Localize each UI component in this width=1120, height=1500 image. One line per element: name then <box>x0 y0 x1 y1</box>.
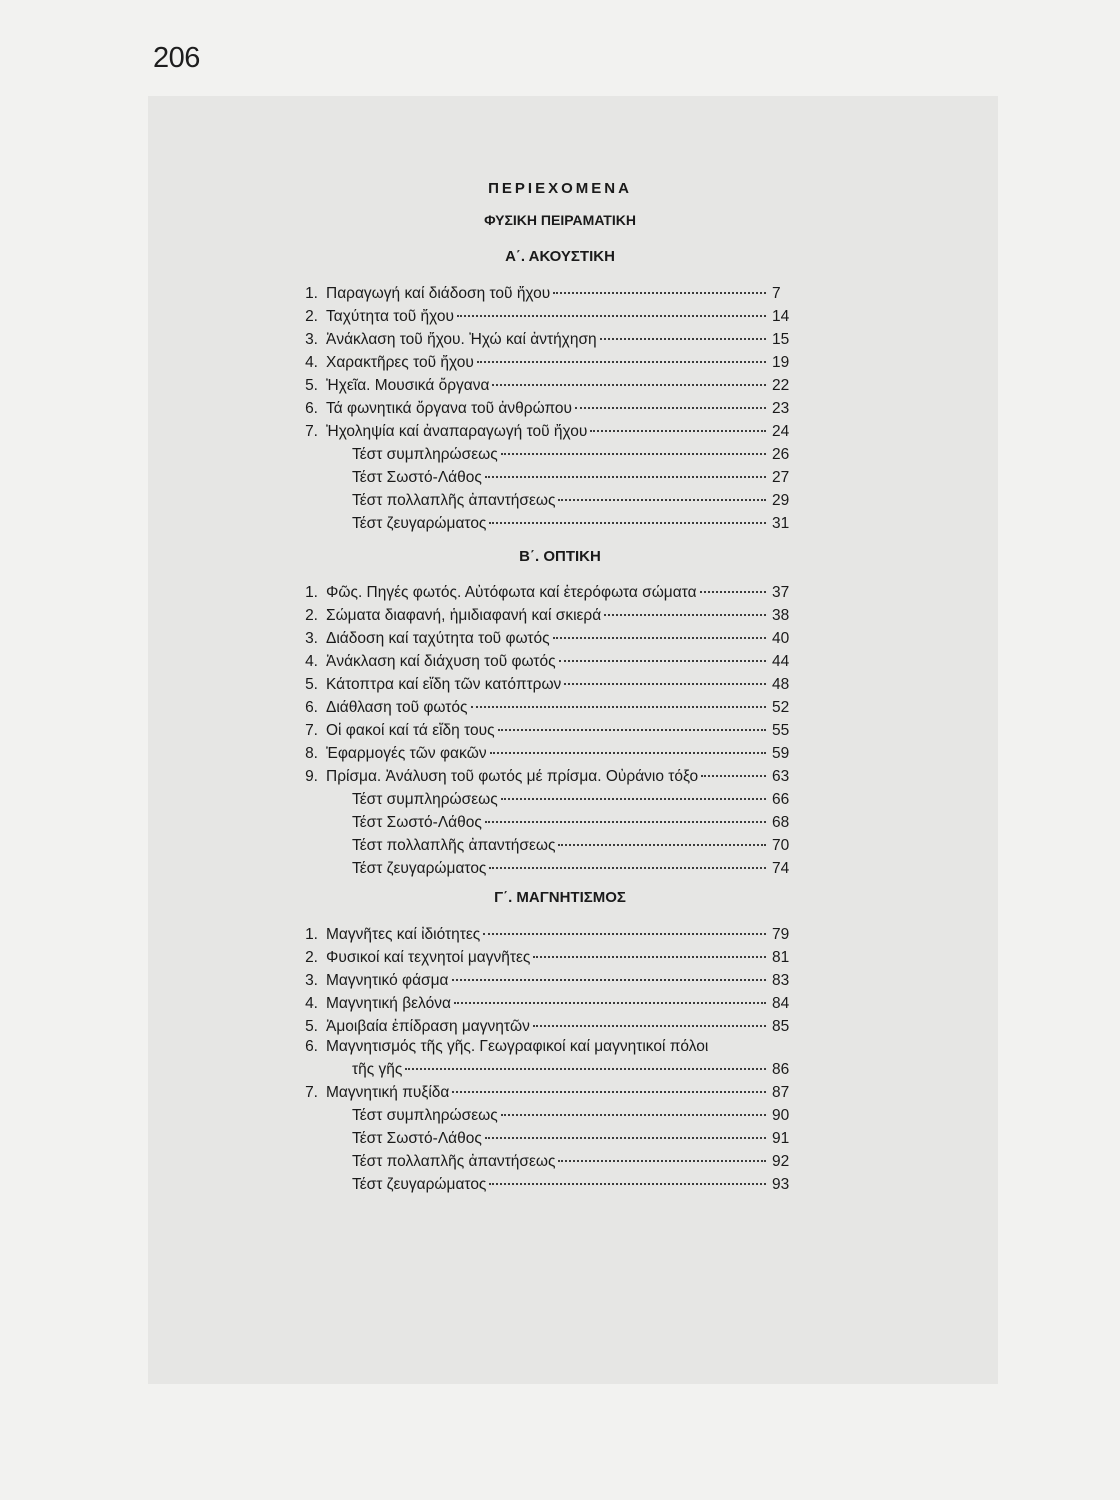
entry-number: 2. <box>305 949 318 966</box>
dot-leader <box>501 453 766 455</box>
dot-leader <box>485 476 766 478</box>
entry-page: 84 <box>772 995 790 1012</box>
entry-page: 23 <box>772 400 790 417</box>
entry-title: Μαγνητισμός τῆς γῆς. Γεωγραφικοί καί μαγνητικοί πόλοι <box>326 1038 709 1055</box>
entry-title: Παραγωγή καί διάδοση τοῦ ἤχου <box>326 285 551 302</box>
toc-entry <box>292 467 812 489</box>
toc-entry <box>292 993 812 1015</box>
entry-page: 85 <box>772 1018 790 1035</box>
dot-leader <box>457 315 766 317</box>
dot-leader <box>498 729 766 731</box>
entry-page: 29 <box>772 492 790 509</box>
entry-number: 3. <box>305 331 318 348</box>
entry-page: 37 <box>772 584 790 601</box>
toc-entry <box>292 835 812 857</box>
entry-page: 86 <box>772 1061 790 1078</box>
entry-page: 44 <box>772 653 790 670</box>
entry-page: 93 <box>772 1176 790 1193</box>
entry-page: 31 <box>772 515 790 532</box>
entry-number: 4. <box>305 995 318 1012</box>
entry-title: Τέστ Σωστό-Λάθος <box>352 469 482 486</box>
entry-number: 2. <box>305 607 318 624</box>
entry-number: 6. <box>305 1038 318 1055</box>
entry-page: 40 <box>772 630 790 647</box>
entry-title: Τέστ πολλαπλῆς ἀπαντήσεως <box>352 837 556 854</box>
entry-title: Φυσικοί καί τεχνητοί μαγνῆτες <box>326 949 531 966</box>
toc-entry <box>292 720 812 742</box>
entry-page: 24 <box>772 423 790 440</box>
entry-page: 55 <box>772 722 790 739</box>
entry-number: 7. <box>305 423 318 440</box>
toc-entry <box>292 697 812 719</box>
dot-leader <box>558 1160 766 1162</box>
toc-entry <box>292 421 812 443</box>
dot-leader <box>489 867 766 869</box>
entry-page: 63 <box>772 768 790 785</box>
entry-number: 5. <box>305 1018 318 1035</box>
entry-page: 74 <box>772 860 790 877</box>
entry-page: 70 <box>772 837 790 854</box>
entry-page: 92 <box>772 1153 790 1170</box>
entry-title: Τέστ Σωστό-Λάθος <box>352 814 482 831</box>
dot-leader <box>452 979 766 981</box>
section-title-acoustics: Α΄. ΑΚΟΥΣΤΙΚΗ <box>505 248 615 265</box>
entry-page: 90 <box>772 1107 790 1124</box>
toc-entry <box>292 283 812 305</box>
dot-leader <box>477 361 766 363</box>
dot-leader <box>485 1137 766 1139</box>
entry-number: 3. <box>305 630 318 647</box>
toc-entry <box>292 970 812 992</box>
dot-leader <box>558 844 766 846</box>
dot-leader <box>490 752 766 754</box>
entry-title: Μαγνῆτες καί ἰδιότητες <box>326 926 481 943</box>
dot-leader <box>452 1091 766 1093</box>
dot-leader <box>454 1002 766 1004</box>
entry-page: 27 <box>772 469 790 486</box>
dot-leader <box>501 1114 766 1116</box>
entry-title: Τέστ ζευγαρώματος <box>352 1176 487 1193</box>
entry-number: 5. <box>305 676 318 693</box>
toc-entry <box>292 582 812 604</box>
toc-entry <box>292 375 812 397</box>
toc-entry <box>292 398 812 420</box>
entry-number: 6. <box>305 699 318 716</box>
entry-number: 7. <box>305 722 318 739</box>
entry-page: 38 <box>772 607 790 624</box>
dot-leader <box>604 614 766 616</box>
entry-page: 19 <box>772 354 790 371</box>
entry-title: Μαγνητική πυξίδα <box>326 1084 450 1101</box>
entry-title: Ἠχεῖα. Μουσικά ὄργανα <box>326 377 490 394</box>
toc-entry <box>292 947 812 969</box>
entry-title: Χαρακτῆρες τοῦ ἤχου <box>326 354 474 371</box>
toc-title: ΠΕΡΙΕΧΟΜΕΝΑ <box>488 180 632 197</box>
entry-number: 2. <box>305 308 318 325</box>
entry-number: 8. <box>305 745 318 762</box>
entry-number: 5. <box>305 377 318 394</box>
entry-page: 79 <box>772 926 790 943</box>
toc-entry <box>292 1105 812 1127</box>
dot-leader <box>559 660 766 662</box>
dot-leader <box>700 591 766 593</box>
entry-page: 14 <box>772 308 790 325</box>
entry-title: Σώματα διαφανή, ἡμιδιαφανή καί σκιερά <box>326 607 602 624</box>
dot-leader <box>489 1183 766 1185</box>
section-title-optics: Β΄. ΟΠΤΙΚΗ <box>519 548 601 565</box>
entry-number: 6. <box>305 400 318 417</box>
entry-title: Φῶς. Πηγές φωτός. Αὐτόφωτα καί ἑτερόφωτα σώματα <box>326 584 697 601</box>
dot-leader <box>701 775 766 777</box>
entry-title: Τέστ πολλαπλῆς ἀπαντήσεως <box>352 1153 556 1170</box>
entry-title: Τέστ συμπληρώσεως <box>352 791 498 808</box>
entry-title: Τέστ πολλαπλῆς ἀπαντήσεως <box>352 492 556 509</box>
dot-leader <box>485 821 766 823</box>
entry-page: 22 <box>772 377 790 394</box>
entry-page: 59 <box>772 745 790 762</box>
entry-title: Τά φωνητικά ὄργανα τοῦ ἀνθρώπου <box>326 400 573 417</box>
toc-entry <box>292 1128 812 1150</box>
dot-leader <box>553 637 766 639</box>
dot-leader <box>575 407 766 409</box>
toc-entry <box>292 513 812 535</box>
entry-number: 1. <box>305 285 318 302</box>
page-number: 206 <box>153 42 200 74</box>
dot-leader <box>553 292 766 294</box>
entry-title: Πρίσμα. Ἀνάλυση τοῦ φωτός μέ πρίσμα. Οὐράνιο τόξο <box>326 768 699 785</box>
entry-page: 87 <box>772 1084 790 1101</box>
entry-page: 7 <box>772 285 781 302</box>
toc-entry <box>292 352 812 374</box>
entry-title: Κάτοπτρα καί εἴδη τῶν κατόπτρων <box>326 676 562 693</box>
toc-entry <box>292 1082 812 1104</box>
dot-leader <box>492 384 766 386</box>
toc-entry <box>292 674 812 696</box>
entry-page: 52 <box>772 699 790 716</box>
dot-leader <box>489 522 766 524</box>
entry-title: Τέστ συμπληρώσεως <box>352 1107 498 1124</box>
toc-entry <box>292 812 812 834</box>
entry-title: Τέστ Σωστό-Λάθος <box>352 1130 482 1147</box>
entry-page: 91 <box>772 1130 790 1147</box>
entry-number: 9. <box>305 768 318 785</box>
entry-page: 66 <box>772 791 790 808</box>
entry-title: Ἀνάκλαση τοῦ ἤχου. Ἠχώ καί ἀντήχηση <box>326 331 597 348</box>
entry-title: Ἀνάκλαση καί διάχυση τοῦ φωτός <box>326 653 556 670</box>
section-title-magnetism: Γ΄. ΜΑΓΝΗΤΙΣΜΟΣ <box>494 889 626 906</box>
entry-title: Διάθλαση τοῦ φωτός <box>326 699 468 716</box>
toc-entry <box>292 490 812 512</box>
dot-leader <box>501 798 766 800</box>
entry-number: 4. <box>305 354 318 371</box>
dot-leader <box>533 956 766 958</box>
dot-leader <box>590 430 766 432</box>
toc-entry <box>292 444 812 466</box>
toc-entry <box>292 1174 812 1196</box>
toc-entry-continuation <box>292 1059 812 1081</box>
toc-entry <box>292 789 812 811</box>
dot-leader <box>558 499 766 501</box>
entry-title: Τέστ ζευγαρώματος <box>352 515 487 532</box>
toc-entry <box>292 1151 812 1173</box>
entry-title: Μαγνητική βελόνα <box>326 995 451 1012</box>
dot-leader <box>471 706 766 708</box>
entry-page: 81 <box>772 949 790 966</box>
entry-title: Ἠχοληψία καί ἀναπαραγωγή τοῦ ἤχου <box>326 423 588 440</box>
toc-entry <box>292 605 812 627</box>
entry-title: Μαγνητικό φάσμα <box>326 972 449 989</box>
toc-entry <box>292 1016 812 1038</box>
toc-entry-multiline <box>292 1036 812 1058</box>
dot-leader <box>405 1068 766 1070</box>
entry-title: Ἀμοιβαία ἐπίδραση μαγνητῶν <box>326 1018 530 1035</box>
entry-page: 48 <box>772 676 790 693</box>
entry-number: 4. <box>305 653 318 670</box>
entry-page: 26 <box>772 446 790 463</box>
toc-entry <box>292 858 812 880</box>
entry-title: Τέστ συμπληρώσεως <box>352 446 498 463</box>
entry-number: 7. <box>305 1084 318 1101</box>
entry-title-continuation: τῆς γῆς <box>352 1061 403 1078</box>
entry-title: Ἐφαρμογές τῶν φακῶν <box>326 745 487 762</box>
toc-entry <box>292 329 812 351</box>
dot-leader <box>600 338 766 340</box>
toc-entry <box>292 628 812 650</box>
entry-number: 1. <box>305 926 318 943</box>
entry-title: Διάδοση καί ταχύτητα τοῦ φωτός <box>326 630 550 647</box>
entry-number: 1. <box>305 584 318 601</box>
dot-leader <box>483 933 766 935</box>
dot-leader <box>533 1025 766 1027</box>
entry-page: 15 <box>772 331 790 348</box>
entry-title: Οἱ φακοί καί τά εἴδη τους <box>326 722 495 739</box>
toc-entry <box>292 766 812 788</box>
toc-entry <box>292 306 812 328</box>
entry-title: Ταχύτητα τοῦ ἤχου <box>326 308 454 325</box>
toc-entry <box>292 743 812 765</box>
dot-leader <box>564 683 766 685</box>
entry-page: 83 <box>772 972 790 989</box>
toc-entry <box>292 651 812 673</box>
entry-number: 3. <box>305 972 318 989</box>
entry-page: 68 <box>772 814 790 831</box>
toc-subtitle: ΦΥΣΙΚΗ ΠΕΙΡΑΜΑΤΙΚΗ <box>484 212 636 228</box>
toc-entry <box>292 924 812 946</box>
entry-title: Τέστ ζευγαρώματος <box>352 860 487 877</box>
